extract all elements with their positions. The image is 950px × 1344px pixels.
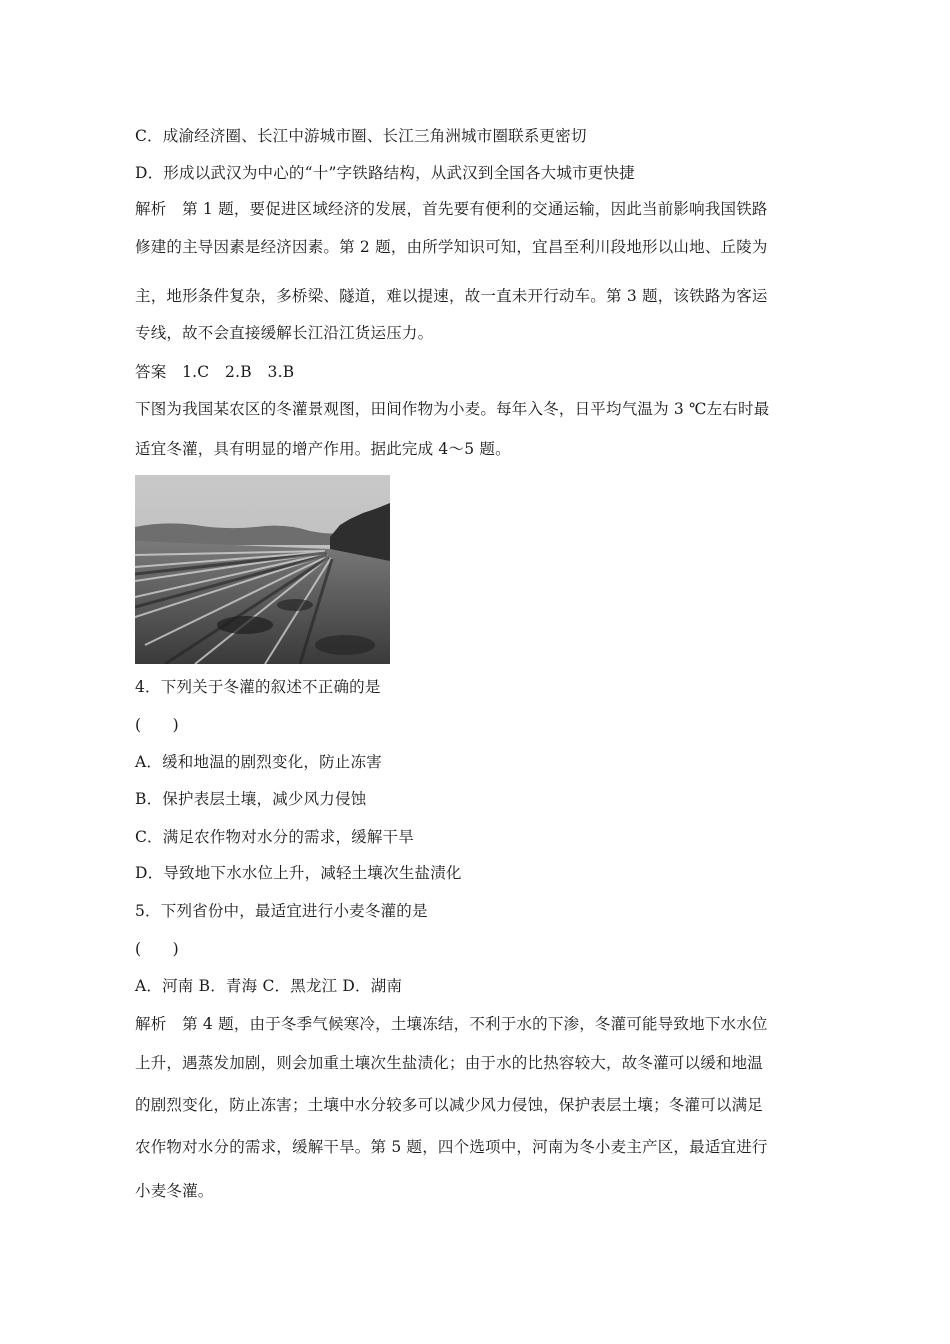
analysis-line: 修建的主导因素是经济因素。第 2 题，由所学知识可知，宜昌至利川段地形以山地、丘陵为 bbox=[135, 238, 768, 256]
question-5-stem: 5．下列省份中，最适宜进行小麦冬灌的是 bbox=[135, 902, 428, 920]
analysis-line: 上升，遇蒸发加剧，则会加重土壤次生盐渍化；由于水的比热容较大，故冬灌可以缓和地温 bbox=[135, 1054, 764, 1072]
question-4-bracket: ( ) bbox=[135, 716, 179, 734]
question-4-option-d: D．导致地下水水位上升，减轻土壤次生盐渍化 bbox=[135, 864, 462, 882]
winter-irrigation-photo bbox=[135, 475, 390, 664]
question-4-stem: 4．下列关于冬灌的叙述不正确的是 bbox=[135, 678, 381, 696]
question-4-option-c: C．满足农作物对水分的需求，缓解干旱 bbox=[135, 828, 414, 846]
analysis-line: 农作物对水分的需求，缓解干旱。第 5 题，四个选项中，河南为冬小麦主产区，最适宜进行 bbox=[135, 1138, 768, 1156]
answer-line: 答案 1.C 2.B 3.B bbox=[135, 363, 295, 381]
question-4-option-a: A．缓和地温的剧烈变化，防止冻害 bbox=[135, 753, 382, 771]
option-c-previous: C．成渝经济圈、长江中游城市圈、长江三角洲城市圈联系更密切 bbox=[135, 127, 587, 145]
question-5-bracket: ( ) bbox=[135, 940, 179, 958]
analysis-line: 的剧烈变化，防止冻害；土壤中水分较多可以减少风力侵蚀，保护表层土壤；冬灌可以满足 bbox=[135, 1096, 764, 1114]
intro-line: 下图为我国某农区的冬灌景观图，田间作物为小麦。每年入冬，日平均气温为 3 ℃左右时最 bbox=[135, 400, 770, 418]
analysis-line: 小麦冬灌。 bbox=[135, 1182, 214, 1200]
analysis-line: 主，地形条件复杂，多桥梁、隧道，难以提速，故一直未开行动车。第 3 题，该铁路为客运 bbox=[135, 287, 768, 305]
intro-line: 适宜冬灌，具有明显的增产作用。据此完成 4～5 题。 bbox=[135, 440, 511, 458]
analysis-line: 专线，故不会直接缓解长江沿江货运压力。 bbox=[135, 324, 434, 342]
analysis-line: 解析 第 1 题，要促进区域经济的发展，首先要有便利的交通运输，因此当前影响我国铁路 bbox=[135, 200, 768, 218]
analysis-line: 解析 第 4 题，由于冬季气候寒冷，土壤冻结，不利于水的下渗，冬灌可能导致地下水水位 bbox=[135, 1015, 768, 1033]
question-4-option-b: B．保护表层土壤，减少风力侵蚀 bbox=[135, 790, 367, 808]
question-5-options: A．河南 B．青海 C．黑龙江 D．湖南 bbox=[135, 977, 403, 995]
option-d-previous: D．形成以武汉为中心的“十”字铁路结构，从武汉到全国各大城市更快捷 bbox=[135, 164, 635, 182]
